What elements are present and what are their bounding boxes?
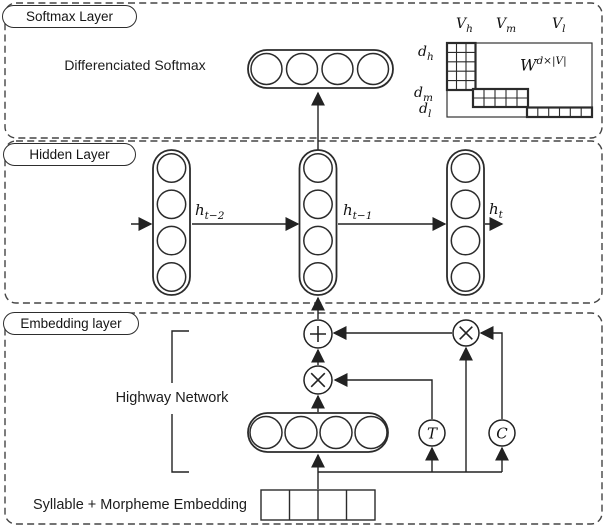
softmax-node xyxy=(322,54,353,85)
weight-matrix-label xyxy=(520,55,567,74)
hidden-layer-badge-label: Hidden Layer xyxy=(29,147,110,162)
dim-row-sub: h xyxy=(426,50,434,63)
dim-row-base: d xyxy=(419,101,428,117)
hidden-node xyxy=(451,154,479,182)
dim-row-label-h xyxy=(418,44,434,63)
embedding-layer-badge-label: Embedding layer xyxy=(20,316,122,331)
transform-gate-label: T xyxy=(426,424,438,443)
dim-row-sub: l xyxy=(427,107,432,120)
softmax-node xyxy=(287,54,318,85)
dim-row-label-l xyxy=(419,101,431,120)
hidden-state-label-t xyxy=(489,200,503,221)
hidden-node xyxy=(304,154,332,182)
hidden-state-capsule-t-1 xyxy=(300,150,337,295)
multiply-operator-node-transform xyxy=(304,366,332,394)
state-sub: t−1 xyxy=(352,210,373,222)
vocab-col-sub: l xyxy=(562,22,566,35)
softmax-node xyxy=(358,54,389,85)
carry-gate-label: C xyxy=(496,424,508,443)
vocab-col-sub: h xyxy=(466,22,473,35)
dim-row-base: d xyxy=(418,44,427,60)
vocab-col-label-m xyxy=(496,16,516,35)
hidden-node xyxy=(304,226,332,254)
softmax-node xyxy=(251,54,282,85)
state-sub: t xyxy=(498,209,503,221)
add-operator-node xyxy=(304,320,332,348)
hidden-node xyxy=(157,154,185,182)
state-base: h xyxy=(195,201,205,219)
hidden-node xyxy=(451,263,479,291)
dim-row-sub: m xyxy=(422,91,433,104)
multiply-operator-node-carry xyxy=(453,320,479,346)
embedding-node xyxy=(320,417,352,449)
hidden-node xyxy=(304,190,332,218)
hidden-node xyxy=(157,263,185,291)
state-base: h xyxy=(489,200,499,218)
matrix-block-mid-frequency xyxy=(473,89,528,107)
hidden-layer-badge xyxy=(3,143,136,166)
hidden-state-capsule-t-2 xyxy=(153,150,190,295)
differentiated-softmax-title: Differenciated Softmax xyxy=(64,57,206,73)
softmax-layer-badge-label: Softmax Layer xyxy=(25,9,114,24)
vocab-col-label-l xyxy=(552,16,565,35)
vocab-col-sub: m xyxy=(506,22,517,35)
softmax-layer-badge xyxy=(2,5,137,28)
carry-gate-node xyxy=(489,420,515,446)
embedding-node xyxy=(250,417,282,449)
matrix-block-high-frequency xyxy=(447,43,476,90)
weight-exponent: d×|V| xyxy=(536,55,567,67)
arrow-carry-gate-to-multiply xyxy=(481,333,502,419)
highway-network-label: Highway Network xyxy=(115,390,229,406)
softmax-output-capsule xyxy=(248,50,393,88)
hidden-node xyxy=(304,263,332,291)
state-base: h xyxy=(343,201,353,219)
embedding-node xyxy=(355,417,387,449)
input-embedding-grid xyxy=(261,490,375,520)
state-sub: t−2 xyxy=(204,210,225,222)
vocab-col-base: V xyxy=(456,16,467,32)
vocab-col-label-h xyxy=(456,16,473,35)
vocab-col-base: V xyxy=(552,16,563,32)
weight-base: W xyxy=(520,55,537,75)
vocab-col-base: V xyxy=(496,16,507,32)
embedding-node xyxy=(285,417,317,449)
embedding-layer-badge xyxy=(3,312,139,335)
matrix-block-low-frequency xyxy=(527,108,592,118)
input-embedding-label: Syllable + Morpheme Embedding xyxy=(33,497,247,513)
hidden-state-label-t-2 xyxy=(195,201,224,222)
transform-gate-node xyxy=(419,420,445,446)
dim-row-base: d xyxy=(414,85,423,101)
embedding-output-capsule xyxy=(248,413,388,452)
hidden-node xyxy=(157,226,185,254)
hidden-node xyxy=(451,226,479,254)
hidden-node xyxy=(451,190,479,218)
hidden-state-label-t-1 xyxy=(343,201,372,222)
hidden-node xyxy=(157,190,185,218)
hidden-state-capsule-t xyxy=(447,150,484,295)
